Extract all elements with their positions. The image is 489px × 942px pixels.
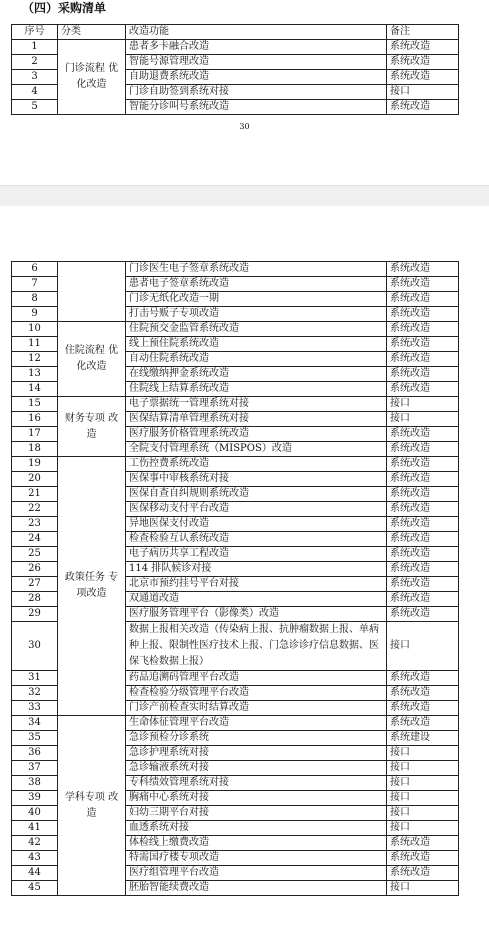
note-cell: 系统改造 bbox=[387, 100, 459, 115]
row-number: 24 bbox=[12, 532, 58, 547]
function-cell: 胸痛中心系统对接 bbox=[126, 791, 387, 806]
function-cell: 智能号源管理改造 bbox=[126, 55, 387, 70]
note-cell: 系统改造 bbox=[387, 532, 459, 547]
table-row bbox=[12, 322, 459, 337]
row-number: 28 bbox=[12, 592, 58, 607]
note-cell: 接口 bbox=[387, 622, 459, 671]
function-cell: 药品追溯码管理平台改造 bbox=[126, 671, 387, 686]
table-header-row bbox=[12, 25, 459, 40]
function-cell: 住院线上结算系统改造 bbox=[126, 382, 387, 397]
note-cell: 系统改造 bbox=[387, 592, 459, 607]
note-cell: 接口 bbox=[387, 806, 459, 821]
note-cell: 系统改造 bbox=[387, 577, 459, 592]
function-cell: 打击号贩子专项改造 bbox=[126, 307, 387, 322]
note-cell: 接口 bbox=[387, 85, 459, 100]
note-cell: 接口 bbox=[387, 881, 459, 896]
procurement-table-page-1 bbox=[11, 24, 459, 115]
note-cell: 系统改造 bbox=[387, 292, 459, 307]
function-cell: 数据上报相关改造（传染病上报、抗肿瘤数据上报、单病种上报、限制性医疗技术上报、门急诊诊疗信息数据、医保飞检数据上报） bbox=[126, 622, 387, 671]
note-cell: 系统改造 bbox=[387, 367, 459, 382]
table-row bbox=[12, 397, 459, 412]
note-cell: 接口 bbox=[387, 761, 459, 776]
function-cell: 电子病历共享工程改造 bbox=[126, 547, 387, 562]
row-number: 31 bbox=[12, 671, 58, 686]
function-cell: 自动住院系统改造 bbox=[126, 352, 387, 367]
row-number: 11 bbox=[12, 337, 58, 352]
note-cell: 接口 bbox=[387, 776, 459, 791]
header-no: 序号 bbox=[12, 25, 58, 40]
row-number: 12 bbox=[12, 352, 58, 367]
row-number: 44 bbox=[12, 866, 58, 881]
row-number: 13 bbox=[12, 367, 58, 382]
note-cell: 系统改造 bbox=[387, 562, 459, 577]
row-number: 43 bbox=[12, 851, 58, 866]
function-cell: 医疗服务管理平台（影像类）改造 bbox=[126, 607, 387, 622]
function-cell: 在线缴纳押金系统改造 bbox=[126, 367, 387, 382]
function-cell: 检查检验分级管理平台改造 bbox=[126, 686, 387, 701]
row-number: 33 bbox=[12, 701, 58, 716]
row-number: 32 bbox=[12, 686, 58, 701]
function-cell: 特需国疗楼专项改造 bbox=[126, 851, 387, 866]
row-number: 37 bbox=[12, 761, 58, 776]
row-number: 23 bbox=[12, 517, 58, 532]
note-cell: 系统改造 bbox=[387, 502, 459, 517]
note-cell: 系统改造 bbox=[387, 277, 459, 292]
row-number: 18 bbox=[12, 442, 58, 457]
note-cell: 系统改造 bbox=[387, 262, 459, 277]
row-number: 42 bbox=[12, 836, 58, 851]
function-cell: 电子票据统一管理系统对接 bbox=[126, 397, 387, 412]
header-function: 改造功能 bbox=[126, 25, 387, 40]
function-cell: 体检线上缴费改造 bbox=[126, 836, 387, 851]
row-number: 25 bbox=[12, 547, 58, 562]
function-cell: 住院预交金监管系统改造 bbox=[126, 322, 387, 337]
note-cell: 系统改造 bbox=[387, 701, 459, 716]
table-row bbox=[12, 40, 459, 55]
category-cell: 财务专项 改造 bbox=[58, 397, 126, 457]
function-cell: 医保移动支付平台改造 bbox=[126, 502, 387, 517]
row-number: 8 bbox=[12, 292, 58, 307]
row-number: 35 bbox=[12, 731, 58, 746]
note-cell: 系统改造 bbox=[387, 472, 459, 487]
note-cell: 接口 bbox=[387, 746, 459, 761]
function-cell: 胚胎智能续费改造 bbox=[126, 881, 387, 896]
header-note: 备注 bbox=[387, 25, 459, 40]
row-number: 34 bbox=[12, 716, 58, 731]
section-title: （四）采购清单 bbox=[22, 1, 107, 15]
note-cell: 系统改造 bbox=[387, 487, 459, 502]
function-cell: 智能分诊叫号系统改造 bbox=[126, 100, 387, 115]
row-number: 7 bbox=[12, 277, 58, 292]
function-cell: 门诊自助签到系统对接 bbox=[126, 85, 387, 100]
note-cell: 系统改造 bbox=[387, 55, 459, 70]
row-number: 22 bbox=[12, 502, 58, 517]
function-cell: 异地医保支付改造 bbox=[126, 517, 387, 532]
note-cell: 系统改造 bbox=[387, 866, 459, 881]
row-number: 16 bbox=[12, 412, 58, 427]
row-number: 41 bbox=[12, 821, 58, 836]
function-cell: 门诊无纸化改造一期 bbox=[126, 292, 387, 307]
category-cell: 学科专项 改造 bbox=[58, 716, 126, 896]
row-number: 1 bbox=[12, 40, 58, 55]
function-cell: 检查检验互认系统改造 bbox=[126, 532, 387, 547]
page-separator bbox=[0, 185, 489, 207]
row-number: 4 bbox=[12, 85, 58, 100]
note-cell: 系统改造 bbox=[387, 836, 459, 851]
function-cell: 全院支付管理系统（MISPOS）改造 bbox=[126, 442, 387, 457]
row-number: 36 bbox=[12, 746, 58, 761]
note-cell: 系统改造 bbox=[387, 442, 459, 457]
row-number: 39 bbox=[12, 791, 58, 806]
row-number: 2 bbox=[12, 55, 58, 70]
function-cell: 医保事中审核系统对接 bbox=[126, 472, 387, 487]
row-number: 21 bbox=[12, 487, 58, 502]
function-cell: 生命体征管理平台改造 bbox=[126, 716, 387, 731]
function-cell: 114 排队候诊对接 bbox=[126, 562, 387, 577]
table-row bbox=[12, 262, 459, 277]
function-cell: 线上预住院系统改造 bbox=[126, 337, 387, 352]
row-number: 17 bbox=[12, 427, 58, 442]
function-cell: 急诊预检分诊系统 bbox=[126, 731, 387, 746]
note-cell: 系统改造 bbox=[387, 427, 459, 442]
row-number: 30 bbox=[12, 622, 58, 671]
category-cell: 门诊流程 优化改造 bbox=[58, 40, 126, 115]
function-cell: 患者电子签章系统改造 bbox=[126, 277, 387, 292]
note-cell: 系统改造 bbox=[387, 671, 459, 686]
row-number: 6 bbox=[12, 262, 58, 277]
function-cell: 急诊护理系统对接 bbox=[126, 746, 387, 761]
note-cell: 系统改造 bbox=[387, 517, 459, 532]
note-cell: 系统建设 bbox=[387, 731, 459, 746]
function-cell: 妇幼三期平台对接 bbox=[126, 806, 387, 821]
function-cell: 门诊产前检查实时结算改造 bbox=[126, 701, 387, 716]
row-number: 15 bbox=[12, 397, 58, 412]
page-number: 30 bbox=[239, 122, 250, 131]
row-number: 29 bbox=[12, 607, 58, 622]
table-body-page-2 bbox=[12, 262, 459, 896]
note-cell: 系统改造 bbox=[387, 337, 459, 352]
function-cell: 北京市预约挂号平台对接 bbox=[126, 577, 387, 592]
function-cell: 双通道改造 bbox=[126, 592, 387, 607]
category-cell: 住院流程 优化改造 bbox=[58, 322, 126, 397]
note-cell: 系统改造 bbox=[387, 352, 459, 367]
row-number: 27 bbox=[12, 577, 58, 592]
row-number: 20 bbox=[12, 472, 58, 487]
note-cell: 系统改造 bbox=[387, 322, 459, 337]
function-cell: 医疗服务价格管理系统改造 bbox=[126, 427, 387, 442]
note-cell: 接口 bbox=[387, 397, 459, 412]
note-cell: 系统改造 bbox=[387, 547, 459, 562]
row-number: 26 bbox=[12, 562, 58, 577]
function-cell: 患者多卡融合改造 bbox=[126, 40, 387, 55]
note-cell: 系统改造 bbox=[387, 457, 459, 472]
function-cell: 工伤控费系统改造 bbox=[126, 457, 387, 472]
note-cell: 系统改造 bbox=[387, 70, 459, 85]
function-cell: 门诊医生电子签章系统改造 bbox=[126, 262, 387, 277]
category-cell bbox=[58, 262, 126, 322]
row-number: 5 bbox=[12, 100, 58, 115]
row-number: 10 bbox=[12, 322, 58, 337]
function-cell: 医保自查自纠规则系统改造 bbox=[126, 487, 387, 502]
row-number: 14 bbox=[12, 382, 58, 397]
function-cell: 医疗组管理平台改造 bbox=[126, 866, 387, 881]
table-row bbox=[12, 457, 459, 472]
note-cell: 系统改造 bbox=[387, 40, 459, 55]
procurement-table-page-2 bbox=[11, 261, 459, 896]
note-cell: 系统改造 bbox=[387, 686, 459, 701]
note-cell: 接口 bbox=[387, 791, 459, 806]
header-category: 分类 bbox=[58, 25, 126, 40]
note-cell: 接口 bbox=[387, 821, 459, 836]
note-cell: 系统改造 bbox=[387, 716, 459, 731]
row-number: 45 bbox=[12, 881, 58, 896]
document-page-2 bbox=[0, 206, 489, 942]
function-cell: 血透系统对接 bbox=[126, 821, 387, 836]
row-number: 38 bbox=[12, 776, 58, 791]
document-page-1 bbox=[0, 0, 489, 185]
table-body-page-1 bbox=[12, 40, 459, 115]
note-cell: 系统改造 bbox=[387, 851, 459, 866]
function-cell: 专科绩效管理系统对接 bbox=[126, 776, 387, 791]
function-cell: 医保结算清单管理系统对接 bbox=[126, 412, 387, 427]
function-cell: 自助退费系统改造 bbox=[126, 70, 387, 85]
function-cell: 急诊输液系统对接 bbox=[126, 761, 387, 776]
row-number: 9 bbox=[12, 307, 58, 322]
row-number: 3 bbox=[12, 70, 58, 85]
note-cell: 系统改造 bbox=[387, 607, 459, 622]
note-cell: 接口 bbox=[387, 412, 459, 427]
table-row bbox=[12, 716, 459, 731]
row-number: 19 bbox=[12, 457, 58, 472]
note-cell: 系统改造 bbox=[387, 307, 459, 322]
row-number: 40 bbox=[12, 806, 58, 821]
note-cell: 系统改造 bbox=[387, 382, 459, 397]
category-cell: 政策任务 专项改造 bbox=[58, 457, 126, 716]
